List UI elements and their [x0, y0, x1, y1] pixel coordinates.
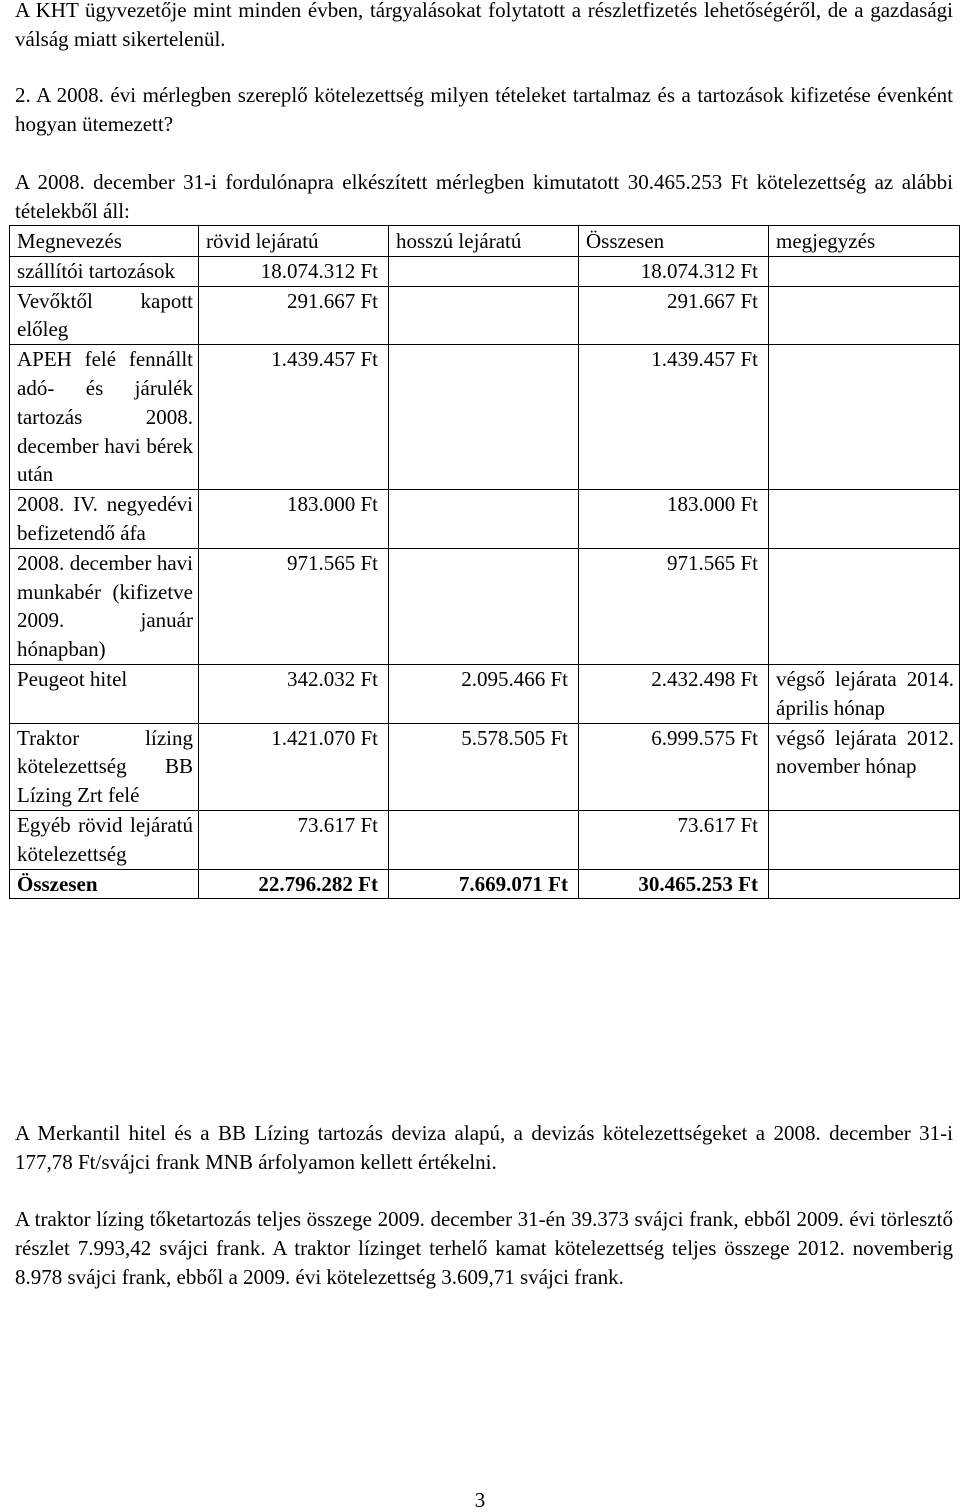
total-note	[769, 869, 960, 899]
row-long	[389, 548, 579, 664]
total-sum: 30.465.253 Ft	[579, 869, 769, 899]
row-name: Egyéb rövid lejáratú kötelezettség	[10, 810, 199, 869]
header-name: Megnevezés	[10, 226, 199, 257]
row-name: 2008. december havi munkabér (kifizetve 2009. január hónapban)	[10, 548, 199, 664]
row-short: 18.074.312 Ft	[199, 256, 389, 286]
row-long	[389, 345, 579, 490]
row-total: 6.999.575 Ft	[579, 723, 769, 810]
row-total: 1.439.457 Ft	[579, 345, 769, 490]
total-short: 22.796.282 Ft	[199, 869, 389, 899]
row-long	[389, 286, 579, 345]
row-note	[769, 256, 960, 286]
table-total-row	[10, 869, 960, 899]
row-short: 1.421.070 Ft	[199, 723, 389, 810]
row-name: Traktor lízing kötelezettség BB Lízing Zrt felé	[10, 723, 199, 810]
row-long	[389, 810, 579, 869]
paragraph-tractor-leasing: A traktor lízing tőketartozás teljes összege 2009. december 31-én 39.373 svájci frank, ebből 2009. évi törlesztő részlet 7.993,42 svájci frank. A traktor lízinget terhelő kamat kötelezettség teljes összege 2012. novemberig 8.978 svájci frank, ebből a 2009. évi kötelezettség 3.609,71 svájci frank.	[15, 1207, 953, 1289]
table-row	[10, 256, 960, 286]
row-long: 2.095.466 Ft	[389, 664, 579, 723]
row-long: 5.578.505 Ft	[389, 723, 579, 810]
paragraph-fx-valuation: A Merkantil hitel és a BB Lízing tartozás deviza alapú, a devizás kötelezettségeket a 2008. december 31-i 177,78 Ft/svájci frank MNB árfolyamon kellett értékelni.	[15, 1121, 953, 1174]
page-number: 3	[474, 1488, 486, 1512]
liabilities-table	[9, 225, 960, 899]
table-row	[10, 286, 960, 345]
row-total: 183.000 Ft	[579, 490, 769, 549]
header-total: Összesen	[579, 226, 769, 257]
row-note	[769, 345, 960, 490]
row-name: 2008. IV. negyedévi befizetendő áfa	[10, 490, 199, 549]
table-row	[10, 345, 960, 490]
paragraph-balance-intro: A 2008. december 31-i fordulónapra elkészített mérlegben kimutatott 30.465.253 Ft kötelezettség az alábbi tételekből áll:	[15, 170, 953, 223]
table-row	[10, 723, 960, 810]
header-note: megjegyzés	[769, 226, 960, 257]
row-long	[389, 490, 579, 549]
row-name: Peugeot hitel	[10, 664, 199, 723]
row-short: 1.439.457 Ft	[199, 345, 389, 490]
header-short-term: rövid lejáratú	[199, 226, 389, 257]
paragraph-negotiations: A KHT ügyvezetője mint minden évben, tárgyalásokat folytatott a részletfizetés lehetőségéről, de a gazdasági válság miatt sikertelenül.	[15, 0, 953, 51]
row-note: végső lejárata 2012. november hónap	[769, 723, 960, 810]
paragraph-question-2: 2. A 2008. évi mérlegben szereplő kötelezettség milyen tételeket tartalmaz és a tartozások kifizetése évenként hogyan ütemezett?	[15, 83, 953, 136]
row-short: 342.032 Ft	[199, 664, 389, 723]
row-note: végső lejárata 2014. április hónap	[769, 664, 960, 723]
row-short: 183.000 Ft	[199, 490, 389, 549]
row-total: 291.667 Ft	[579, 286, 769, 345]
row-total: 18.074.312 Ft	[579, 256, 769, 286]
table-header-row	[10, 226, 960, 257]
table-row	[10, 548, 960, 664]
row-name: APEH felé fennállt adó- és járulék tartozás 2008. december havi bérek után	[10, 345, 199, 490]
table-row	[10, 664, 960, 723]
table-row	[10, 490, 960, 549]
row-note	[769, 810, 960, 869]
row-name: szállítói tartozások	[10, 256, 199, 286]
row-short: 73.617 Ft	[199, 810, 389, 869]
table-row	[10, 810, 960, 869]
row-short: 971.565 Ft	[199, 548, 389, 664]
row-note	[769, 286, 960, 345]
total-long: 7.669.071 Ft	[389, 869, 579, 899]
header-long-term: hosszú lejáratú	[389, 226, 579, 257]
row-short: 291.667 Ft	[199, 286, 389, 345]
row-name: Vevőktől kapott előleg	[10, 286, 199, 345]
row-total: 2.432.498 Ft	[579, 664, 769, 723]
row-note	[769, 490, 960, 549]
row-long	[389, 256, 579, 286]
total-label: Összesen	[10, 869, 199, 899]
row-total: 971.565 Ft	[579, 548, 769, 664]
row-total: 73.617 Ft	[579, 810, 769, 869]
row-note	[769, 548, 960, 664]
